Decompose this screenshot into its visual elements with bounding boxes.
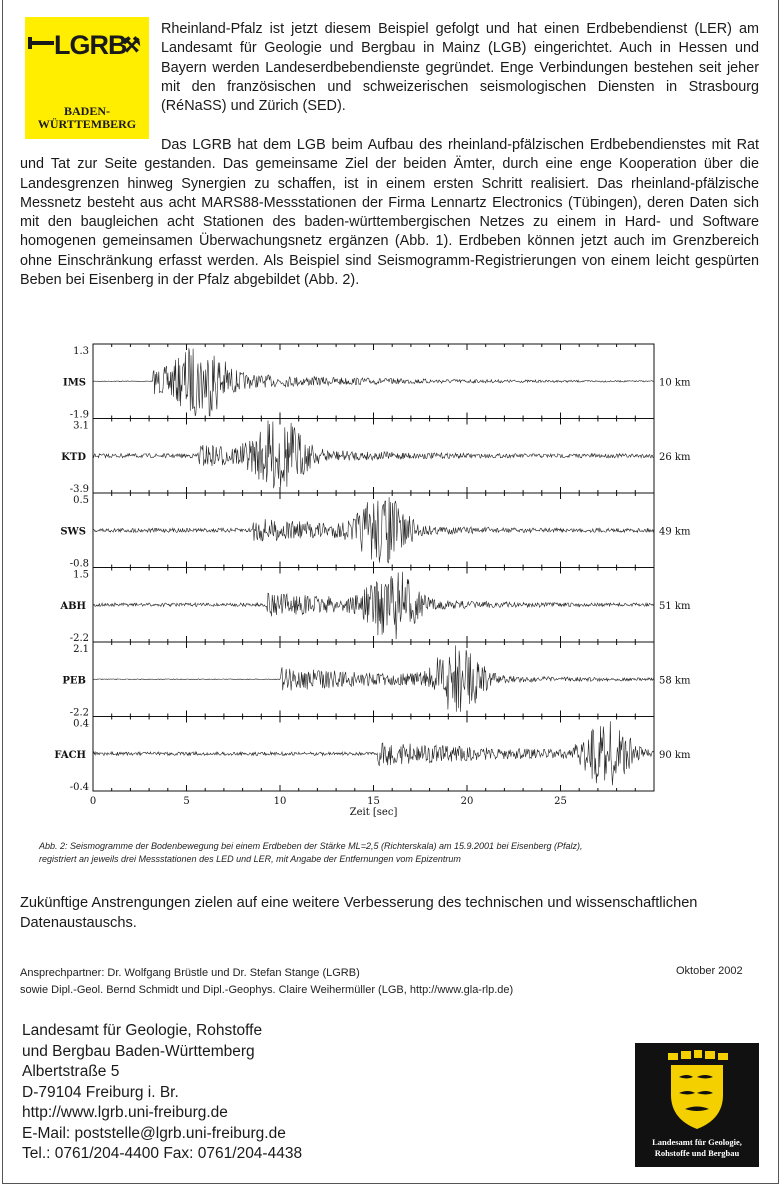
contact-line1: Ansprechpartner: Dr. Wolfgang Brüstle und Dr. Stefan Stange (LGRB): [20, 967, 360, 979]
address-street: Albertstraße 5: [22, 1063, 120, 1080]
hammer-icon: ⚒: [122, 34, 141, 57]
x-tick-label: 5: [183, 796, 190, 807]
email-link[interactable]: E-Mail: poststelle@lgrb.uni-freiburg.de: [22, 1124, 286, 1142]
contact-line2: sowie Dipl.-Geol. Bernd Schmidt und Dipl.-Geophys. Claire Weihermüller (LGB, http://www.gla-rlp.de): [20, 984, 514, 996]
x-axis-label: Zeit [sec]: [349, 807, 398, 818]
x-tick-label: 20: [460, 796, 474, 807]
address-city: D-79104 Freiburg i. Br.: [22, 1083, 179, 1101]
x-tick-label: 10: [273, 796, 287, 807]
seal-line1: Landesamt für Geologie,: [652, 1137, 742, 1147]
figure-caption: [39, 840, 739, 866]
logo-name: LGRB: [54, 30, 127, 60]
y-min-label: -2.2: [69, 707, 89, 719]
y-max-label: 1.3: [73, 346, 89, 357]
future-paragraph: Zukünftige Anstrengungen zielen auf eine weitere Verbesserung des technischen und wissenschaftlichen Datenaustauschs.: [20, 895, 698, 931]
x-tick-label: 0: [89, 796, 97, 807]
logo-region-line2: WÜRTTEMBERG: [37, 117, 137, 131]
station-label: IMS: [63, 377, 86, 389]
y-min-label: -0.8: [69, 558, 89, 570]
caption-line2: registriert an jeweils drei Messstationen des LED und LER, mit Angabe der Entfernungen vom Epizentrum: [39, 854, 461, 864]
x-tick-label: 25: [554, 796, 567, 807]
seismogram-trace: [93, 721, 654, 785]
station-label: SWS: [60, 526, 86, 538]
seal-line2: Rohstoffe und Bergbau: [654, 1148, 740, 1158]
distance-label: 49 km: [659, 526, 691, 538]
distance-label: 10 km: [659, 377, 691, 389]
seismogram-trace: [93, 421, 654, 489]
contact-block: [20, 965, 513, 999]
state-seal: [635, 1043, 759, 1167]
logo-region: [25, 105, 149, 131]
x-tick-label: 15: [367, 796, 380, 807]
website-link[interactable]: http://www.lgrb.uni-freiburg.de: [22, 1104, 228, 1121]
logo-region-line1: BADEN-: [63, 104, 110, 118]
seismogram-trace: [93, 348, 654, 416]
seismogram-chart: [0, 335, 781, 825]
seismogram-trace: [93, 645, 654, 712]
y-min-label: -2.2: [69, 633, 89, 644]
station-label: FACH: [54, 749, 86, 761]
y-min-label: -1.9: [69, 409, 89, 421]
address-block: [22, 1021, 302, 1165]
distance-label: 90 km: [659, 749, 691, 761]
caption-line1: Abb. 2: Seismogramme der Bodenbewegung bei einem Erdbeben der Stärke ML=2,5 (Richterskala) am 15.9.2001 bei Eisenberg (Pfalz),: [39, 841, 583, 851]
distance-label: 26 km: [659, 451, 691, 463]
logo-mark-bar: [32, 41, 54, 45]
y-max-label: 2.1: [73, 644, 89, 655]
coat-of-arms-icon: [635, 1043, 759, 1137]
y-max-label: 0.4: [73, 718, 89, 730]
y-max-label: 0.5: [73, 495, 89, 506]
seal-caption: [635, 1137, 759, 1159]
y-min-label: -0.4: [69, 782, 89, 793]
station-label: ABH: [60, 600, 86, 612]
intro-paragraph: Rheinland-Pfalz ist jetzt diesem Beispiel gefolgt und hat einen Erdbebendienst (LER) am Landesamt für Geologie und Bergbau in Mainz (LGB) eingerichtet. Auch in Hessen und Bayern werden Landeserdbebendienste gegründet. Enge Verbindungen bestehen seit jeher mit den französischen und schweizerischen seismologischen Diensten in Strasbourg (RéNaSS) und Zürich (SED).: [161, 21, 759, 115]
phone-fax: Tel.: 0761/204-4400 Fax: 0761/204-4438: [22, 1145, 303, 1162]
seismogram-trace: [93, 497, 654, 563]
address-org-line2: und Bergbau Baden-Württemberg: [22, 1042, 255, 1060]
y-min-label: -3.9: [69, 484, 89, 495]
y-max-label: 3.1: [73, 420, 89, 432]
y-max-label: 1.5: [73, 569, 89, 581]
station-label: PEB: [62, 675, 86, 687]
cooperation-paragraph: Das LGRB hat dem LGB beim Aufbau des rheinland-pfälzischen Erdbebendienstes mit Rat und Tat zur Seite gestanden. Das gemeinsame Ziel der beiden Ämter, durch eine enge Kooperation über die Landesgrenzen hinweg Synergien zu schaffen, ist in einem ersten Schritt realisiert. Das rheinland-pfälzische Messnetz besteht aus acht MARS88-Messstationen der Firma Lennartz Electronics (Tübingen), deren Daten sich mit den baugleichen acht Stationen des baden-württembergischen Netzes zu einem in Hard- und Software homogenen gemeinsamen Überwachungsnetz ergänzen (Abb. 1). Erdbeben können jetzt auch im Grenzbereich ohne Einschränkung erfasst werden. Als Beispiel sind Seismogramm-Registrierungen von einem leicht gespürten Beben bei Eisenberg in der Pfalz abgebildet (Abb. 2).: [20, 137, 759, 289]
distance-label: 58 km: [659, 675, 691, 687]
seismogram-trace: [93, 572, 654, 640]
address-org-line1: Landesamt für Geologie, Rohstoffe: [22, 1022, 263, 1039]
lgrb-logo: [25, 17, 149, 139]
station-label: KTD: [61, 451, 86, 463]
publication-date: Oktober 2002: [676, 965, 743, 977]
distance-label: 51 km: [659, 600, 691, 612]
